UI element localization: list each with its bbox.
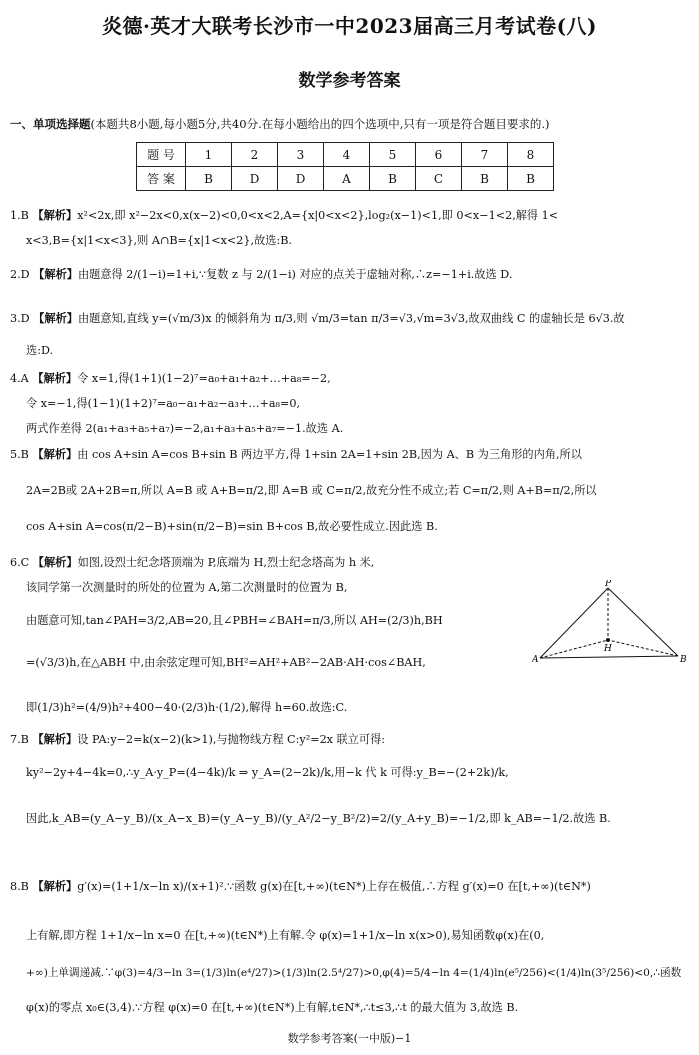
table-cell: 8 (508, 143, 554, 167)
q7-line-2: ky²−2y+4−4k=0,∴y_A·y_P=(4−4k)/k ⇒ y_A=(2−2k)/k,用−k 代 k 可得:y_B=−(2+2k)/k, (26, 766, 509, 779)
table-cell: 7 (462, 143, 508, 167)
q6-line-3: 由题意可知,tan∠PAH=3/2,AB=20,且∠PBH=∠BAH=π/3,所以 AH=(2/3)h,BH (26, 614, 443, 627)
q6-line-1: 6.C 【解析】如图,设烈士纪念塔顶端为 P,底端为 H,烈士纪念塔高为 h 米, (10, 556, 375, 569)
q7-line-1: 7.B 【解析】设 PA:y−2=k(x−2)(k>1),与抛物线方程 C:y²=2x 联立可得: (10, 733, 386, 746)
q8-line-4: φ(x)的零点 x₀∈(3,4).∵方程 φ(x)=0 在[t,+∞)(t∈N*)上有解,t∈N*,∴t≤3,∴t 的最大值为 3,故选 B. (26, 1001, 519, 1014)
edge-ab (540, 656, 678, 658)
q3-line-2: 选:D. (26, 344, 54, 357)
q6-line-2: 该同学第一次测量时的所处的位置为 A,第二次测量时的位置为 B, (26, 581, 348, 594)
page-subtitle: 数学参考答案 (298, 71, 401, 91)
table-cell: 题 号 (137, 143, 186, 167)
table-cell: A (324, 167, 370, 191)
label-b: B (680, 655, 687, 665)
edge-pa (540, 588, 608, 658)
q5-line-1: 5.B 【解析】由 cos A+sin A=cos B+sin B 两边平方,得 1+sin 2A=1+sin 2B,因为 A、B 为三角形的内角,所以 (10, 448, 582, 461)
table-cell: 5 (370, 143, 416, 167)
q2-line-1: 2.D 【解析】由题意得 2/(1−i)=1+i,∵复数 z 与 2/(1−i) 对应的点关于虚轴对称,∴z=−1+i.故选 D. (10, 268, 513, 281)
label-p: P (605, 580, 612, 589)
page-footer: 数学参考答案(一中版)−1 (287, 1032, 412, 1045)
q5-line-3: cos A+sin A=cos(π/2−B)+sin(π/2−B)=sin B+cos B,故必要性成立.因此选 B. (26, 520, 438, 533)
q8-line-2: 上有解,即方程 1+1/x−ln x=0 在[t,+∞)(t∈N*)上有解.令 φ(x)=1+1/x−ln x(x>0),易知函数φ(x)在(0, (26, 929, 545, 942)
edge-bh (608, 640, 678, 656)
table-cell: B (462, 167, 508, 191)
table-cell: 3 (278, 143, 324, 167)
edge-ah (540, 640, 608, 658)
q4-line-2: 令 x=−1,得(1−1)(1+2)⁷=a₀−a₁+a₂−a₃+…+a₈=0, (26, 397, 301, 410)
answer-table (136, 142, 554, 191)
table-cell: 2 (232, 143, 278, 167)
table-cell: D (278, 167, 324, 191)
point-h (606, 638, 610, 642)
triangle-figure (532, 580, 692, 670)
q7-line-3: 因此,k_AB=(y_A−y_B)/(x_A−x_B)=(y_A−y_B)/(y_A²/2−y_B²/2)=2/(y_A+y_B)=−1/2,即 k_AB=−1/2.故选 B. (26, 812, 611, 825)
page-title: 炎德·英才大联考长沙市一中2023届高三月考试卷(八) (101, 14, 598, 38)
table-cell: 4 (324, 143, 370, 167)
table-cell: B (508, 167, 554, 191)
table-cell: 6 (416, 143, 462, 167)
q1-line-1: 1.B 【解析】x²<2x,即 x²−2x<0,x(x−2)<0,0<x<2,A={x|0<x<2},log₂(x−1)<1,即 0<x−1<2,解得 1< (10, 209, 559, 222)
q3-line-1: 3.D 【解析】由题意知,直线 y=(√m/3)x 的倾斜角为 π/3,则 √m/3=tan π/3=√3,√m=3√3,故双曲线 C 的虚轴长是 6√3.故 (10, 312, 625, 325)
section-heading: 一、单项选择题(本题共8小题,每小题5分,共40分.在每小题给出的四个选项中,只有一项是符合题目要求的.) (10, 117, 550, 131)
table-row (137, 167, 554, 191)
label-h: H (604, 644, 612, 654)
label-a: A (532, 655, 539, 665)
q6-line-4: =(√3/3)h,在△ABH 中,由余弦定理可知,BH²=AH²+AB²−2AB·AH·cos∠BAH, (26, 656, 426, 669)
q5-line-2: 2A=2B或 2A+2B=π,所以 A=B 或 A+B=π/2,即 A=B 或 C=π/2,故充分性不成立;若 C=π/2,则 A+B=π/2,所以 (26, 484, 597, 497)
q1-line-2: x<3,B={x|1<x<3},则 A∩B={x|1<x<2},故选:B. (26, 234, 292, 247)
table-cell: B (186, 167, 232, 191)
q4-line-1: 4.A 【解析】令 x=1,得(1+1)(1−2)⁷=a₀+a₁+a₂+…+a₈=−2, (10, 372, 331, 385)
q4-line-3: 两式作差得 2(a₁+a₃+a₅+a₇)=−2,a₁+a₃+a₅+a₇=−1.故选 A. (26, 422, 344, 435)
table-cell: 答 案 (137, 167, 186, 191)
q6-line-5: 即(1/3)h²=(4/9)h²+400−40·(2/3)h·(1/2),解得 h=60.故选:C. (26, 701, 348, 714)
table-cell: D (232, 167, 278, 191)
table-cell: 1 (186, 143, 232, 167)
edge-pb (608, 588, 678, 656)
table-cell: C (416, 167, 462, 191)
table-cell: B (370, 167, 416, 191)
q8-line-1: 8.B 【解析】g′(x)=(1+1/x−ln x)/(x+1)².∵函数 g(x)在[t,+∞)(t∈N*)上存在极值,∴方程 g′(x)=0 在[t,+∞)(t∈N*) (10, 880, 591, 893)
q8-line-3: +∞)上单调递减.∵φ(3)=4/3−ln 3=(1/3)ln(e⁴/27)>(1/3)ln(2.5⁴/27)>0,φ(4)=5/4−ln 4=(1/4)ln(e⁵/256)<(1/4)ln(3⁵/256)<0,∴函数 (26, 967, 682, 979)
table-row (137, 143, 554, 167)
